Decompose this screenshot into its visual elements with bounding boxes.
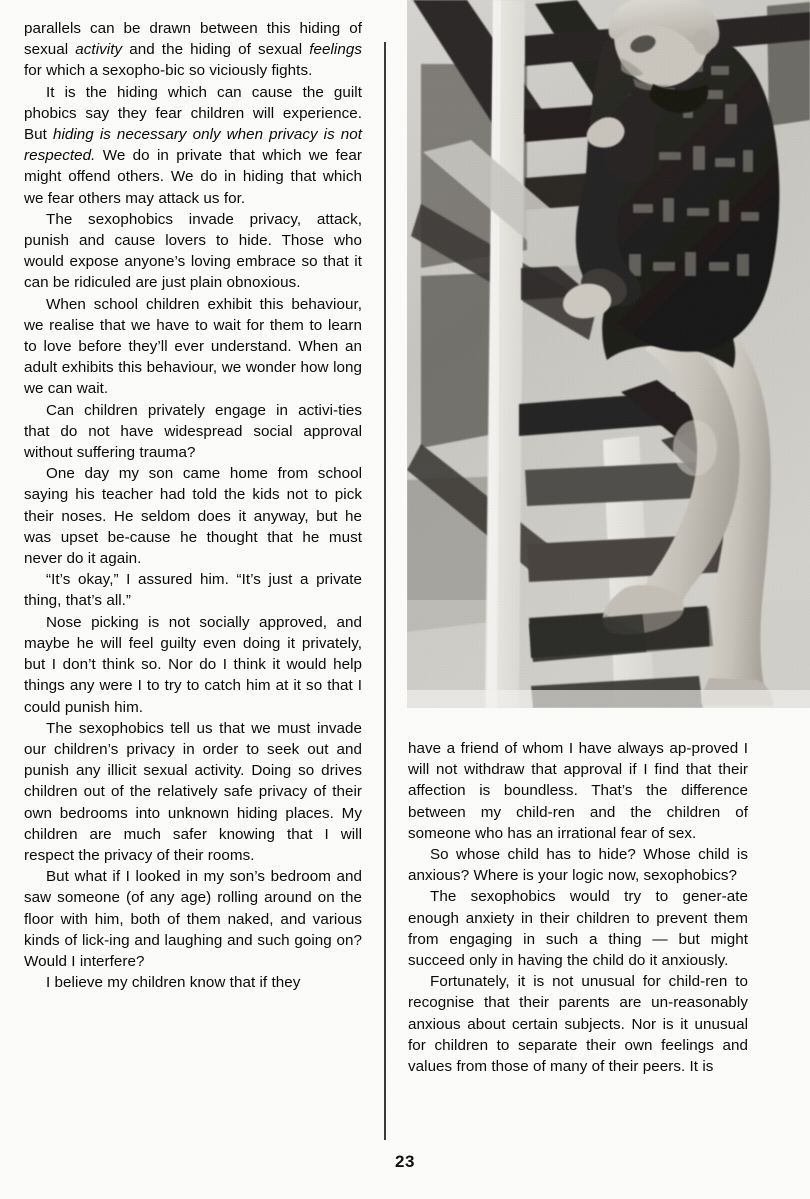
page-number: 23 [395, 1152, 415, 1171]
body-text: But what if I looked in my son’s bedroom and saw someone (of any age) rolling around on the floor with him, both of them naked, and various kinds of lick-ing and laughing and such going on? Would I interfere? [24, 868, 362, 970]
body-text: Can children privately engage in activi-ties that do not have widespread social approval without suffering trauma? [24, 401, 362, 462]
body-text: Fortunately, it is not unusual for child-ren to recognise that their parents are un-reasonably anxious about certain subjects. Nor is it unusual for children to separate their own feelings and values from those of many of their peers. It is [408, 973, 748, 1076]
column-divider-rule [384, 42, 386, 1140]
paragraph [408, 844, 748, 886]
left-text-column [24, 18, 362, 993]
body-text: parallels can be drawn between this hiding of sexual [24, 20, 362, 59]
emphasised-text: hiding is necessary only when privacy is not respected. [24, 126, 362, 165]
photograph [407, 0, 810, 708]
paragraph [24, 400, 362, 464]
paragraph [24, 82, 362, 209]
body-text: The sexophobics would try to gener-ate enough anxiety in their children to prevent them from engaging in such a thing — but might succeed only in having the child do it anxiously. [408, 888, 748, 970]
paragraph [24, 294, 362, 400]
right-text-column [408, 738, 748, 1077]
paragraph [24, 209, 362, 294]
body-text: “It’s okay,” I assured him. “It’s just a private thing, that’s all.” [24, 571, 362, 610]
body-text: and the hiding of sexual [122, 41, 310, 59]
body-text: have a friend of whom I have always ap-proved I will not withdraw that approval if I find that their affection is boundless. That’s the difference between my child-ren and the children of someone who has an irrational fear of sex. [408, 740, 748, 842]
body-text: So whose child has to hide? Whose child is anxious? Where is your logic now, sexophobics? [408, 846, 748, 885]
paragraph [408, 738, 748, 844]
body-text: One day my son came home from school saying his teacher had told the kids not to pick their noses. He seldom does it anyway, but he was upset be-cause he thought that he must never do it again. [24, 465, 362, 568]
body-text: The sexophobics tell us that we must invade our children’s privacy in order to seek out and punish any illicit sexual activity. Doing so drives children out of the relatively safe privacy of their own bedrooms into unknown hiding places. My children are much safer knowing that I will respect the privacy of their rooms. [24, 719, 362, 864]
paragraph [408, 886, 748, 971]
paragraph [408, 971, 748, 1077]
body-text: When school children exhibit this behaviour, we realise that we have to wait for them to learn to love before they’ll ever understand. When an adult exhibits this behaviour, we wonder how long we can wait. [24, 295, 362, 398]
photograph-image [407, 0, 810, 708]
paragraph [24, 463, 362, 569]
body-text: It is the hiding which can cause the guilt phobics say they fear children will experience. But [24, 83, 362, 144]
body-text: We do in private that which we fear might offend others. We do in hiding that which we fear others may attack us for. [24, 147, 362, 207]
body-text: The sexophobics invade privacy, attack, punish and cause lovers to hide. Those who would expose anyone’s loving embrace so that it can be ridiculed are just plain obnoxious. [24, 210, 362, 292]
body-text: for which a sexopho-bic so viciously fights. [24, 62, 313, 80]
paragraph [24, 718, 362, 866]
body-text: I believe my children know that if they [46, 974, 301, 992]
emphasised-text: activity [75, 41, 123, 59]
paragraph [24, 569, 362, 611]
paragraph [24, 612, 362, 718]
paragraph [24, 18, 362, 82]
paragraph [24, 866, 362, 972]
body-text: Nose picking is not socially approved, and maybe he will feel guilty even doing it privately, but I don’t think so. Nor do I think it would help things any were I to try to catch him at it so that I could punish him. [24, 613, 362, 716]
emphasised-text: feelings [309, 41, 362, 59]
paragraph [24, 972, 362, 993]
